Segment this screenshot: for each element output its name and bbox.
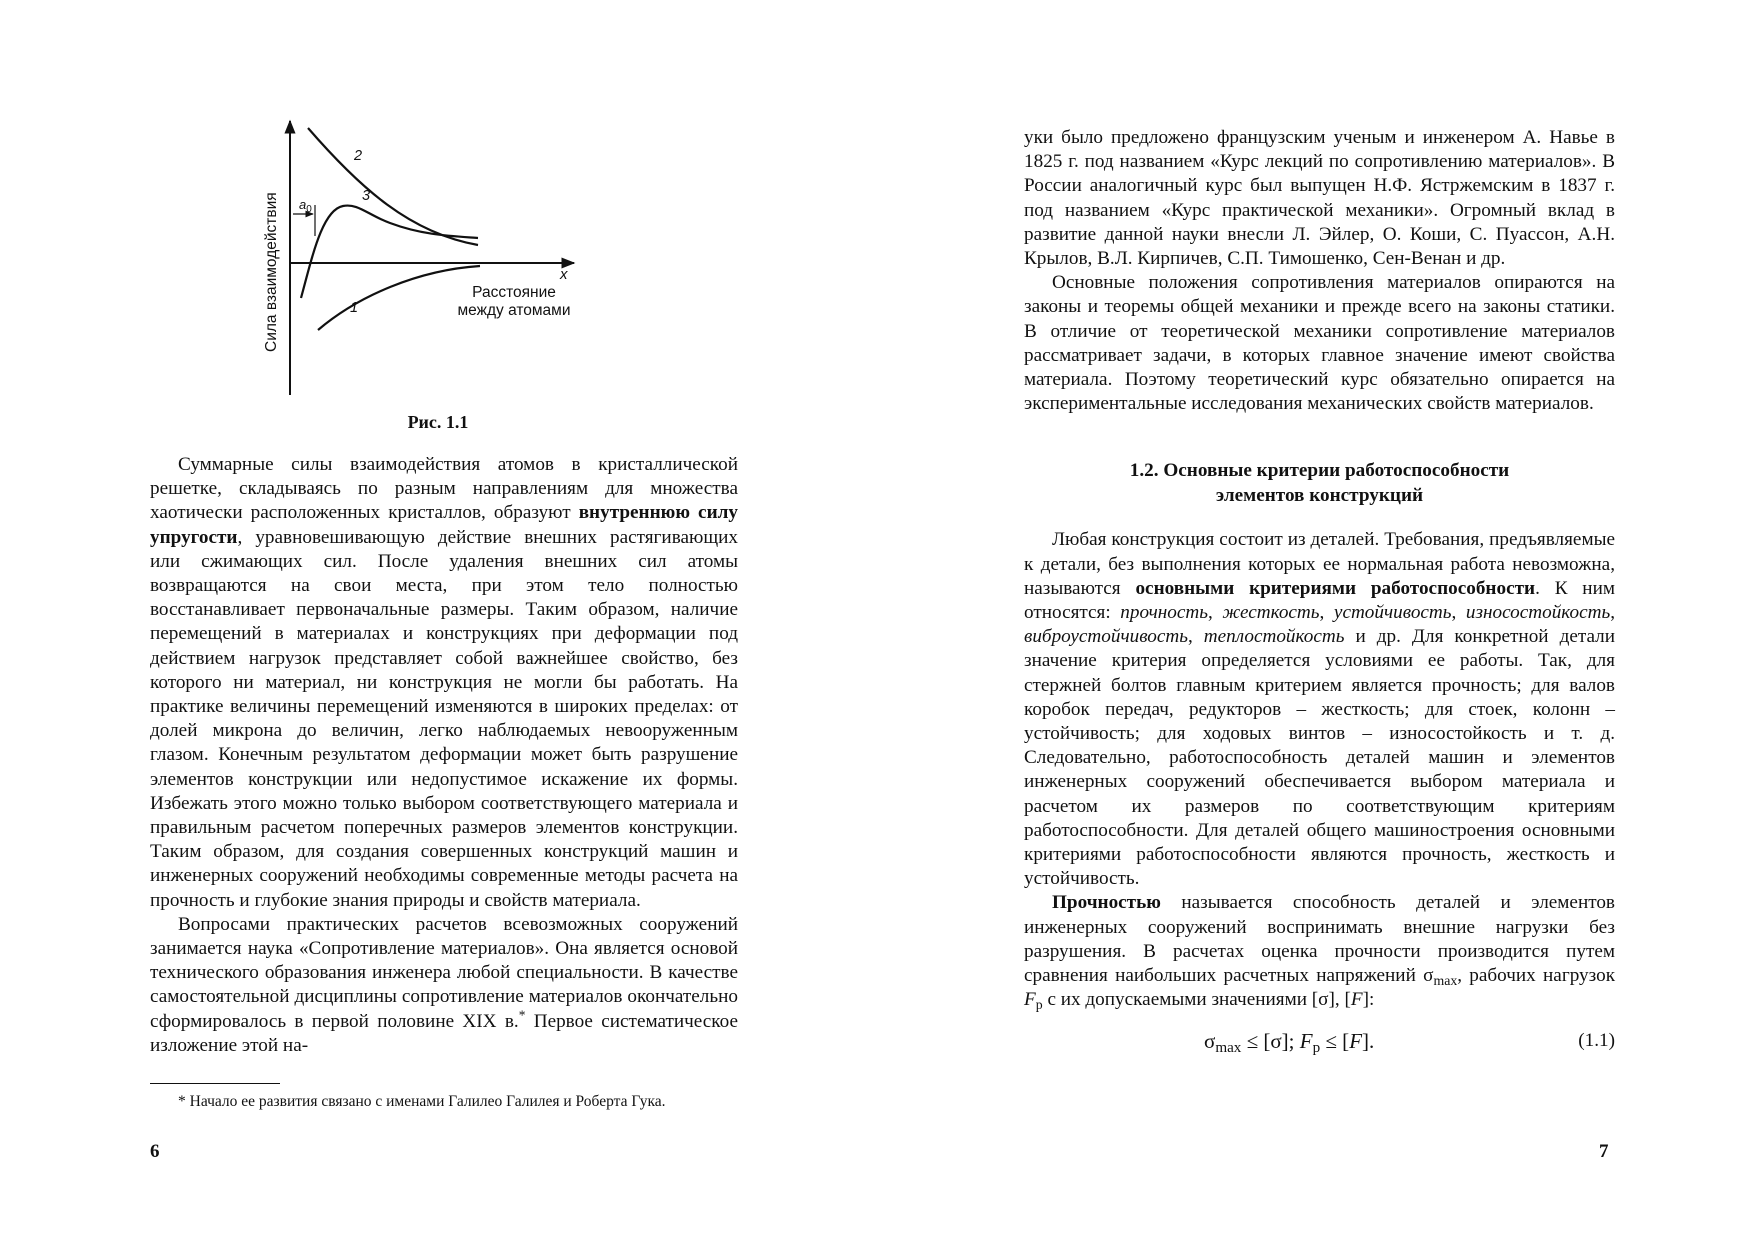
formula-number: (1.1) — [1578, 1029, 1615, 1051]
curve-label-3: 3 — [362, 188, 371, 204]
page-number-right: 7 — [1599, 1141, 1609, 1162]
a0-label: $a_0$ — [299, 197, 312, 215]
right-paragraph-4: Прочностью называется способность деталей и элементов инженерных сооружений воспринимать внешние нагрузки без разрушения. В расчетах оценка прочности производится путем сравнения наибольших расчетных напряжений $\sigma_{max}$, рабочих нагрузок $F_р$ с их допускаемыми значениями [σ], [F]: — [1024, 892, 1616, 1013]
left-paragraph-1: Суммарные силы взаимодействия атомов в кристаллической решетке, складываясь по разным направлениям для множества хаотически расположенных кристаллов, образуют внутреннюю силу упругости, уравновешивающую действие внешних растягивающих или сжимающих сил. После удаления внешних сил атомы возвращаются на свои места, при этом тело полностью восстанавливает первоначальные размеры. Таким образом, наличие перемещений в материалах и конструкциях при деформации под действием нагрузок представляет собой важнейшее свойство, без которого ни материал, ни конструкция не могли бы работать. На практике величины перемещений изменяются в широких пределах: от долей микрона до величин, легко наблюдаемых невооруженным глазом. Конечным результатом деформации может быть разрушение элементов конструкции или недопустимое искажение их формы. Избежать этого можно только выбором соответствующего материала и правильным расчетом поперечных размеров элементов конструкции. Таким образом, для создания совершенных конструкций машин и инженерных сооружений необходимы современные методы расчета на прочность и глубокие знания природы и свойств материала. — [150, 454, 738, 911]
page-number-left: 6 — [150, 1141, 160, 1162]
left-text-column — [150, 453, 738, 1058]
term-main-criteria: основными критериями работоспособности — [1135, 577, 1536, 599]
x-axis-label-line2: между атомами — [457, 302, 571, 319]
curve-1-attractive — [318, 266, 480, 330]
term-strength: Прочностью — [1052, 892, 1161, 914]
y-axis-label: Сила взаимодействия — [263, 192, 280, 352]
right-paragraph-3: Любая конструкция состоит из деталей. Требования, предъявляемые к детали, без выполнения которых ее нормальная работа невозможна, называются основными критериями работоспособности. К ним относятся: прочность, жесткость, устойчивость, износостойкость, виброустойчивость, теплостойкость и др. Для конкретной детали значение критерия определяется условиями ее работы. Так, для стержней болтов главным критерием является прочность; для валов коробок передач, редукторов – жесткость; для стоек, колонн – устойчивость; для ходовых винтов – износостойкость и т. д. Следовательно, работоспособность деталей машин и элементов инженерных сооружений обеспечивается выбором материала и расчетом их размеров по соответствующим критериям работоспособности. Для деталей общего машиностроения основными критериями работоспособности являются прочность, жесткость и устойчивость. — [1024, 529, 1616, 890]
figure-caption: Рис. 1.1 — [407, 412, 469, 432]
right-text-column — [1024, 126, 1615, 1059]
x-axis-label-line1: Расстояние — [472, 284, 556, 301]
right-paragraph-1: уки было предложено французским ученым и инженером А. Навье в 1825 г. под названием «Курс лекций по сопротивлению материалов». В России аналогичный курс был выпущен Н.Ф. Ястржемским в 1837 г. под названием «Курс практической механики». Огромный вклад в развитие данной науки внесли Л. Эйлер, О. Коши, С. Пуассон, А.Н. Крылов, В.Л. Кирпичев, С.П. Тимошенко, Сен-Венан и др. — [1024, 127, 1615, 270]
right-page — [876, 0, 1751, 1240]
footnote: * Начало ее развития связано с именами Галилео Галилея и Роберта Гука. — [178, 1093, 666, 1110]
interatomic-force-chart — [240, 118, 660, 408]
right-paragraph-2: Основные положения сопротивления материалов опираются на законы и теоремы общей механики и прежде всего на законы статики. В отличие от теоретической механики сопротивление материалов рассматривает задачи, в которых главное значение имеют свойства материала. Поэтому теоретический курс обязательно опирается на экспериментальные исследования механических свойств материалов. — [1024, 272, 1615, 415]
section-heading — [1024, 458, 1615, 508]
figure-interatomic-force — [240, 118, 660, 408]
term-elastic-force: внутреннюю силу упругости — [150, 502, 738, 548]
footnote-mark: * — [518, 1007, 526, 1023]
curve-label-1: 1 — [350, 300, 359, 316]
formula-expression: $\sigma_{max} \le [\sigma]$; $F_р \le [F]$. — [1204, 1028, 1375, 1056]
curve-3-resultant — [301, 206, 478, 298]
left-paragraph-2: Вопросами практических расчетов всевозможных сооружений занимается наука «Сопротивление материалов». Она является основой технического образования инженера любой специальности. В качестве самостоятельной дисциплины сопротивление материалов окончательно сформировалось в первой половине XIX в.* Первое систематическое изложение этой на- — [150, 913, 738, 1056]
formula-1-1 — [1024, 1027, 1615, 1059]
curve-2-repulsive — [308, 128, 478, 245]
x-axis-letter: x — [560, 266, 568, 283]
curve-label-2: 2 — [354, 148, 363, 164]
section-heading-line1: 1.2. Основные критерии работоспособности — [1129, 460, 1510, 482]
footnote-divider — [150, 1083, 280, 1084]
section-heading-line2: элементов конструкций — [1215, 485, 1424, 507]
